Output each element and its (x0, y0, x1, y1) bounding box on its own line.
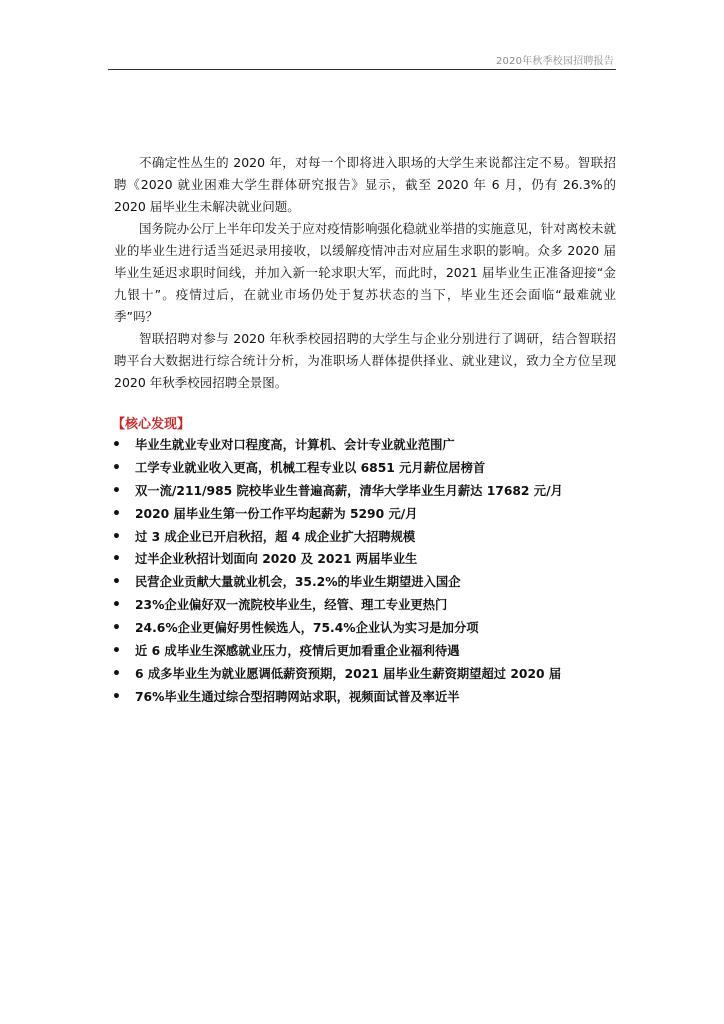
finding-text: 过半企业秋招计划面向 2020 及 2021 两届毕业生 (135, 552, 418, 567)
finding-item (112, 617, 622, 640)
finding-item (112, 663, 622, 686)
finding-item (112, 640, 622, 663)
bullet-icon: • (112, 459, 121, 476)
header-title: 2020年秋季校园招聘报告 (495, 56, 614, 67)
bullet-icon: • (112, 551, 121, 568)
finding-text: 24.6%企业更偏好男性候选人，75.4%企业认为实习是加分项 (135, 621, 479, 636)
bullet-icon: • (112, 505, 121, 522)
finding-item (112, 503, 622, 526)
bullet-icon: • (112, 437, 121, 453)
finding-item (112, 686, 622, 709)
bullet-icon: • (112, 597, 121, 614)
bullet-icon: • (112, 643, 121, 660)
finding-item (112, 434, 622, 457)
bullet-icon: • (112, 528, 121, 545)
finding-item (112, 480, 622, 503)
bullet-icon: • (112, 482, 121, 499)
findings-list (112, 434, 622, 709)
finding-item (112, 571, 622, 594)
finding-text: 民营企业贡献大量就业机会，35.2%的毕业生期望进入国企 (135, 575, 461, 590)
finding-text: 76%毕业生通过综合型招聘网站求职，视频面试普及率近半 (135, 689, 460, 704)
finding-text: 23%企业偏好双一流院校毕业生，经管、理工专业更热门 (135, 598, 448, 613)
finding-item (112, 548, 622, 571)
header-rule (108, 69, 616, 70)
finding-text: 2020 届毕业生第一份工作平均起薪为 5290 元/月 (135, 506, 418, 521)
finding-text: 6 成多毕业生为就业愿调低薪资预期，2021 届毕业生薪资期望超过 2020 届 (135, 666, 562, 681)
intro-paragraph-3: 智联招聘对参与 2020 年秋季校园招聘的大学生与企业分别进行了调研，结合智联招聘平台大数据进行综合统计分析，为准职场人群体提供择业、就业建议，致力全方位呈现 2020 年秋季校园招聘全景图。 (114, 331, 616, 390)
finding-text: 工学专业就业收入更高，机械工程专业以 6851 元月薪位居榜首 (135, 460, 486, 475)
intro-paragraph-1: 不确定性丛生的 2020 年，对每一个即将进入职场的大学生来说都注定不易。智联招聘《2020 就业困难大学生群体研究报告》显示，截至 2020 年 6 月，仍有 26.3%的 2020 届毕业生未解决就业问题。 (114, 155, 616, 214)
bullet-icon: • (112, 665, 121, 682)
bullet-icon: • (112, 620, 121, 637)
finding-text: 过 3 成企业已开启秋招，超 4 成企业扩大招聘规模 (135, 529, 416, 544)
intro-section (114, 152, 616, 394)
finding-item (112, 594, 622, 617)
bullet-icon: • (112, 574, 121, 591)
finding-item (112, 457, 622, 480)
findings-title: 【核心发现】 (112, 417, 191, 432)
finding-text: 双一流/211/985 院校毕业生普遍高薪，清华大学毕业生月薪达 17682 元/月 (135, 483, 563, 498)
finding-text: 近 6 成毕业生深感就业压力，疫情后更加看重企业福利待遇 (135, 644, 460, 659)
bullet-icon: • (112, 688, 121, 705)
intro-paragraph-2: 国务院办公厅上半年印发关于应对疫情影响强化稳就业举措的实施意见，针对离校未就业的毕业生进行适当延迟录用接收，以缓解疫情冲击对应届生求职的影响。众多 2020 届毕业生延迟求职时间线，并加入新一轮求职大军，而此时，2021 届毕业生正准备迎接“金九银十”。疫情过后，在就业市场仍处于复苏状态的当下，毕业生还会面临“最难就业季”吗？ (114, 221, 616, 324)
finding-item (112, 526, 622, 549)
finding-text: 毕业生就业专业对口程度高，计算机、会计专业就业范围广 (135, 438, 455, 452)
